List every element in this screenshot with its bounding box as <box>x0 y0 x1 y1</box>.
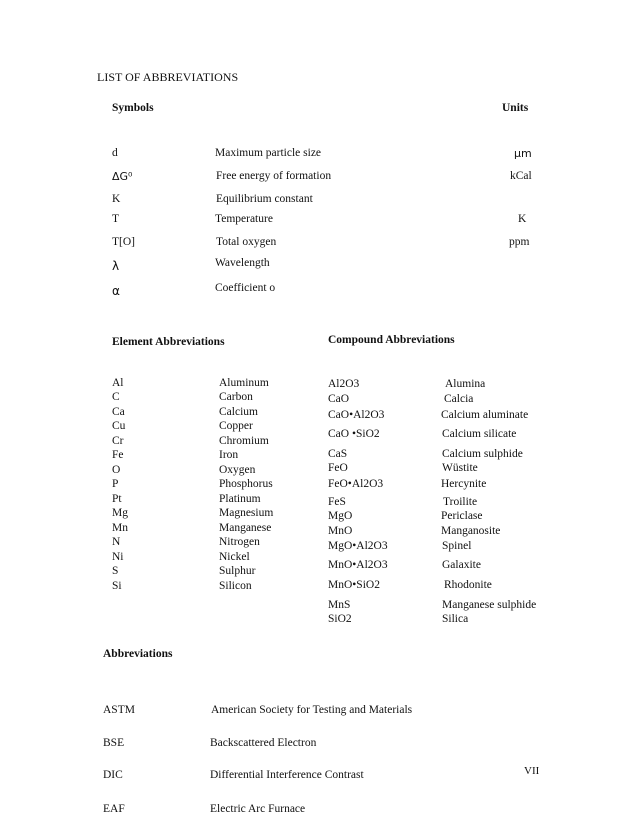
symbol-description: Coefficient o <box>215 282 276 294</box>
compound-formula: MnS <box>328 599 351 611</box>
page-heading: LIST OF ABBREVIATIONS <box>97 70 239 84</box>
element-name: Nickel <box>219 551 250 563</box>
compound-name: Manganosite <box>441 525 501 537</box>
compound-formula: FeO•Al2O3 <box>328 478 384 490</box>
element-name: Aluminum <box>219 377 269 389</box>
symbol: T[O] <box>112 236 135 248</box>
element-abbr: Ni <box>112 551 124 563</box>
element-abbr: Cr <box>112 435 124 447</box>
compound-formula: MgO <box>328 510 353 522</box>
element-name: Phosphorus <box>219 478 273 490</box>
abbreviation: BSE <box>103 737 125 749</box>
element-name: Manganese <box>219 522 272 534</box>
element-name: Sulphur <box>219 565 256 577</box>
element-abbreviations-header: Element Abbreviations <box>112 336 225 348</box>
symbol-description: Maximum particle size <box>215 147 322 159</box>
symbols-header: Symbols <box>112 102 154 114</box>
compound-name: Rhodonite <box>444 579 492 591</box>
element-abbr: P <box>112 478 119 490</box>
compound-formula: MnO <box>328 525 353 537</box>
compound-name: Silica <box>442 613 469 625</box>
abbreviation-meaning: Electric Arc Furnace <box>210 803 306 815</box>
compound-formula: CaO •SiO2 <box>328 428 380 440</box>
element-abbr: Cu <box>112 420 126 432</box>
compound-name: Calcium sulphide <box>442 448 523 460</box>
compound-formula: CaO <box>328 393 350 405</box>
compound-formula: Al2O3 <box>328 378 360 390</box>
element-abbr: Mn <box>112 522 128 534</box>
compound-formula: SiO2 <box>328 613 352 625</box>
abbreviation-meaning: Differential Interference Contrast <box>210 769 364 781</box>
compound-formula: FeS <box>328 496 346 508</box>
element-name: Nitrogen <box>219 536 260 548</box>
symbol-unit: K <box>518 213 527 225</box>
abbreviation: ASTM <box>103 704 135 716</box>
units-header: Units <box>502 102 529 114</box>
compound-name: Troilite <box>443 496 478 508</box>
abbreviation-meaning: Backscattered Electron <box>210 737 317 749</box>
element-abbr: S <box>112 565 119 577</box>
compound-formula: MgO•Al2O3 <box>328 540 388 552</box>
element-name: Copper <box>219 420 253 432</box>
symbol-description: Equilibrium constant <box>216 193 313 205</box>
abbreviation: DIC <box>103 769 123 781</box>
symbol-description: Wavelength <box>215 257 270 269</box>
element-name: Silicon <box>219 580 252 592</box>
element-name: Platinum <box>219 493 261 505</box>
element-name: Oxygen <box>219 464 256 476</box>
element-abbr: Al <box>112 377 124 389</box>
compound-formula: MnO•Al2O3 <box>328 559 388 571</box>
element-abbr: O <box>112 464 121 476</box>
symbol: K <box>112 193 121 205</box>
symbol: λ <box>112 259 120 273</box>
symbol-description: Free energy of formation <box>216 170 332 182</box>
compound-name: Manganese sulphide <box>442 599 537 611</box>
symbol: T <box>112 213 120 225</box>
element-abbr: Fe <box>112 449 124 461</box>
symbol: α <box>112 284 120 298</box>
symbol-unit: μm <box>514 147 532 160</box>
compound-name: Hercynite <box>441 478 487 490</box>
compound-formula: CaS <box>328 448 348 460</box>
compound-name: Periclase <box>441 510 483 522</box>
compound-name: Spinel <box>442 540 472 552</box>
element-abbr: Pt <box>112 493 122 505</box>
compound-formula: CaO•Al2O3 <box>328 409 385 421</box>
compound-formula: MnO•SiO2 <box>328 579 380 591</box>
compound-name: Calcium silicate <box>442 428 517 440</box>
element-abbr: Mg <box>112 507 128 519</box>
element-abbr: N <box>112 536 121 548</box>
compound-name: Calcium aluminate <box>441 409 529 421</box>
symbol-description: Temperature <box>215 213 273 225</box>
symbol-unit: ppm <box>509 236 530 248</box>
page-number: VII <box>524 765 540 777</box>
symbol-unit: kCal <box>510 170 532 182</box>
element-name: Chromium <box>219 435 269 447</box>
symbol-description: Total oxygen <box>216 236 277 248</box>
element-abbr: C <box>112 391 120 403</box>
abbreviations-header: Abbreviations <box>103 648 173 660</box>
element-abbr: Ca <box>112 406 125 418</box>
abbreviation: EAF <box>103 803 125 815</box>
element-name: Carbon <box>219 391 253 403</box>
element-abbr: Si <box>112 580 122 592</box>
compound-name: Alumina <box>445 378 486 390</box>
element-name: Iron <box>219 449 239 461</box>
symbol: ΔG⁰ <box>112 170 133 183</box>
compound-name: Galaxite <box>442 559 481 571</box>
compound-abbreviations-header: Compound Abbreviations <box>328 334 455 346</box>
symbol: d <box>112 147 118 159</box>
abbreviation-meaning: American Society for Testing and Materials <box>211 704 413 716</box>
compound-name: Wüstite <box>442 462 478 474</box>
compound-name: Calcia <box>444 393 474 405</box>
element-name: Magnesium <box>219 507 274 519</box>
element-name: Calcium <box>219 406 258 418</box>
compound-formula: FeO <box>328 462 348 474</box>
